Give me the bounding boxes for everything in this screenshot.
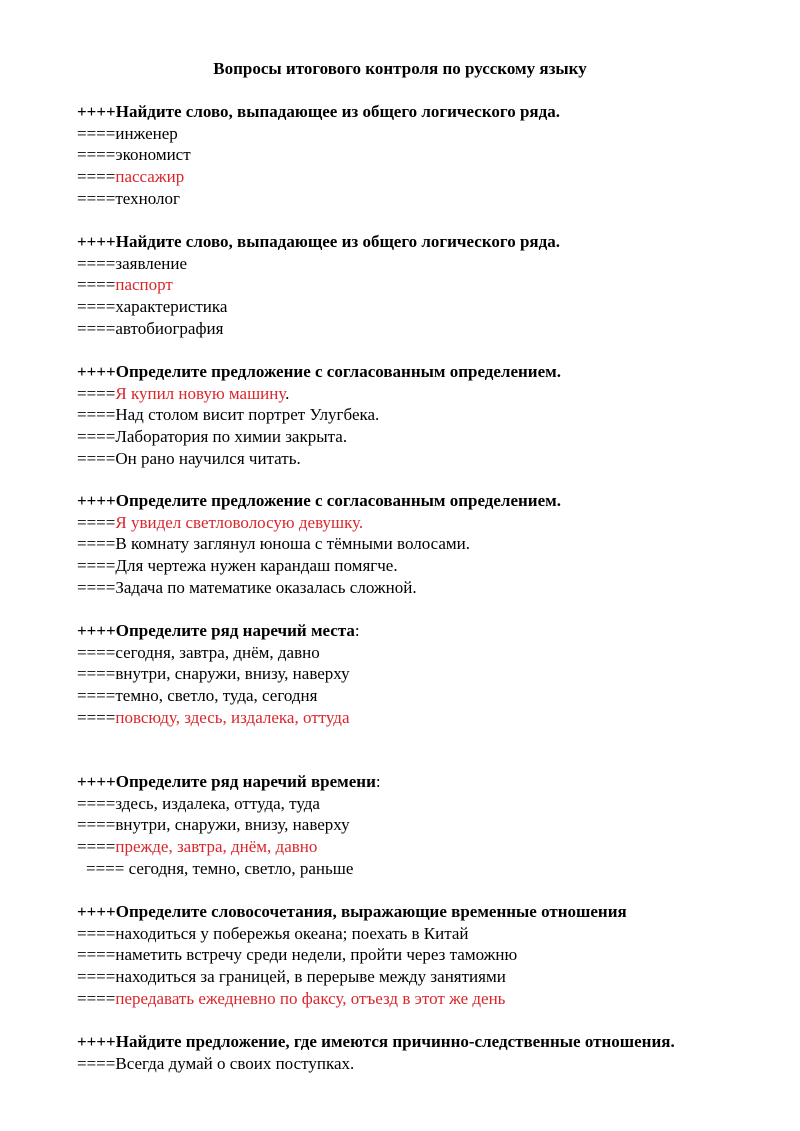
answer-line [77, 253, 777, 275]
question-line [77, 361, 777, 383]
question-prefix: ++++ [77, 491, 116, 510]
answer-text: наметить встречу среди недели, пройти через таможню [115, 945, 518, 965]
answer-prefix: ==== [77, 383, 116, 403]
answer-line-correct [77, 512, 777, 534]
answer-line [77, 966, 777, 988]
answer-line [77, 814, 777, 836]
question-line [77, 771, 777, 793]
answer-prefix: ==== [77, 664, 116, 684]
question-text: Определите предложение с согласованным определением. [115, 362, 561, 381]
answer-prefix: ==== [77, 815, 116, 835]
answer-prefix: ==== [77, 405, 116, 425]
answer-line-correct [77, 988, 777, 1010]
correct-answer-text: повсюду, здесь, издалека, оттуда [115, 707, 350, 727]
answer-line [77, 318, 777, 340]
correct-answer-text: паспорт [115, 275, 173, 295]
answer-text: темно, светло, туда, сегодня [115, 686, 318, 706]
answer-prefix: ==== [77, 686, 116, 706]
answer-prefix: ==== [77, 297, 116, 317]
correct-answer-text: Я увидел светловолосую девушку. [115, 512, 364, 532]
question-block [77, 901, 777, 1009]
question-line [77, 1031, 777, 1053]
question-tail: : [375, 772, 381, 791]
question-text: Определите предложение с согласованным определением. [115, 491, 561, 510]
question-text: Определите ряд наречий места [115, 621, 355, 640]
answer-line [77, 642, 777, 664]
question-text: Определите словосочетания, выражающие временные отношения [115, 902, 627, 921]
question-text: Найдите предложение, где имеются причинно-следственные отношения. [115, 1032, 675, 1051]
answer-line [77, 685, 777, 707]
answer-prefix: ==== [77, 945, 116, 965]
question-line [77, 231, 777, 253]
answer-text: Над столом висит портрет Улугбека. [115, 405, 380, 425]
answer-prefix: ==== [77, 318, 116, 338]
correct-answer-text: прежде, завтра, днём, давно [115, 837, 318, 857]
answer-line [77, 188, 777, 210]
answer-line [77, 404, 777, 426]
answer-prefix: ==== [77, 534, 116, 554]
answer-prefix: ==== [77, 275, 116, 295]
answer-line [77, 793, 777, 815]
answer-line [77, 426, 777, 448]
question-block [77, 771, 777, 879]
answer-suffix: . [285, 383, 290, 403]
answer-prefix: ==== [77, 167, 116, 187]
answer-text: заявление [115, 253, 188, 273]
answer-text: сегодня, завтра, днём, давно [115, 642, 320, 662]
answer-text: В комнату заглянул юноша с тёмными волосами. [115, 534, 471, 554]
question-text: Определите ряд наречий времени [115, 772, 376, 791]
answer-prefix: ==== [77, 707, 116, 727]
answer-prefix: ==== [77, 188, 116, 208]
question-block [77, 361, 777, 469]
answer-text: Для чертежа нужен карандаш помягче. [115, 556, 398, 576]
correct-answer-text: передавать ежедневно по факсу, отъезд в этот же день [115, 988, 506, 1008]
answer-text: находиться за границей, в перерыве между занятиями [115, 967, 506, 987]
answer-text: внутри, снаружи, внизу, наверху [115, 664, 350, 684]
answer-prefix: ==== [77, 988, 116, 1008]
question-prefix: ++++ [77, 102, 116, 121]
answer-text: технолог [115, 188, 180, 208]
question-line [77, 101, 777, 123]
answer-line-correct [77, 274, 777, 296]
answer-prefix: ==== [77, 123, 116, 143]
answer-line [77, 144, 777, 166]
answer-text: автобиография [115, 318, 224, 338]
answer-prefix: ==== [77, 427, 116, 447]
answer-line-correct [77, 383, 777, 405]
answer-line [77, 858, 777, 880]
answer-prefix: ==== [77, 448, 116, 468]
answer-line [77, 296, 777, 318]
question-block [77, 101, 777, 209]
answer-text: находиться у побережья океана; поехать в Китай [115, 923, 469, 943]
answer-line-correct [77, 166, 777, 188]
answer-text: сегодня, темно, светло, раньше [124, 858, 354, 878]
answer-line [77, 1053, 777, 1075]
answer-text: Всегда думай о своих поступках. [115, 1053, 355, 1073]
answer-prefix: ==== [77, 577, 116, 597]
question-prefix: ++++ [77, 621, 116, 640]
question-line [77, 901, 777, 923]
question-prefix: ++++ [77, 772, 116, 791]
question-line [77, 490, 777, 512]
answer-prefix: ==== [77, 556, 116, 576]
answer-text: Задача по математике оказалась сложной. [115, 577, 417, 597]
answer-text: здесь, издалека, оттуда, туда [115, 793, 320, 813]
question-prefix: ++++ [77, 1032, 116, 1051]
answer-line [77, 944, 777, 966]
answer-prefix: ==== [77, 145, 116, 165]
question-text: Найдите слово, выпадающее из общего логического ряда. [115, 102, 560, 121]
answer-text: внутри, снаружи, внизу, наверху [115, 815, 350, 835]
answer-prefix: ==== [77, 512, 116, 532]
answer-line-correct [77, 707, 777, 729]
question-prefix: ++++ [77, 232, 116, 251]
correct-answer-text: Я купил новую машину [115, 383, 286, 403]
answer-line [77, 533, 777, 555]
answer-text: экономист [115, 145, 191, 165]
answer-prefix: ==== [86, 858, 125, 878]
answer-line [77, 663, 777, 685]
answer-prefix: ==== [77, 1053, 116, 1073]
answer-prefix: ==== [77, 837, 116, 857]
document-title: Вопросы итогового контроля по русскому языку [213, 59, 587, 78]
question-line [77, 620, 777, 642]
answer-prefix: ==== [77, 253, 116, 273]
answer-prefix: ==== [77, 923, 116, 943]
question-block [77, 1031, 777, 1074]
answer-line [77, 555, 777, 577]
answer-line [77, 123, 777, 145]
answer-text: характеристика [115, 297, 228, 317]
answer-prefix: ==== [77, 793, 116, 813]
answer-line-correct [77, 836, 777, 858]
question-text: Найдите слово, выпадающее из общего логического ряда. [115, 232, 560, 251]
question-tail: : [354, 621, 360, 640]
answer-line [77, 923, 777, 945]
question-block [77, 231, 777, 339]
answer-line [77, 448, 777, 470]
answer-text: Лаборатория по химии закрыта. [115, 427, 348, 447]
answer-text: Он рано научился читать. [115, 448, 301, 468]
answer-line [77, 577, 777, 599]
answer-prefix: ==== [77, 642, 116, 662]
question-prefix: ++++ [77, 902, 116, 921]
question-prefix: ++++ [77, 362, 116, 381]
answer-prefix: ==== [77, 967, 116, 987]
correct-answer-text: пассажир [115, 167, 185, 187]
answer-text: инженер [115, 123, 178, 143]
question-block [77, 620, 777, 728]
question-block [77, 490, 777, 598]
